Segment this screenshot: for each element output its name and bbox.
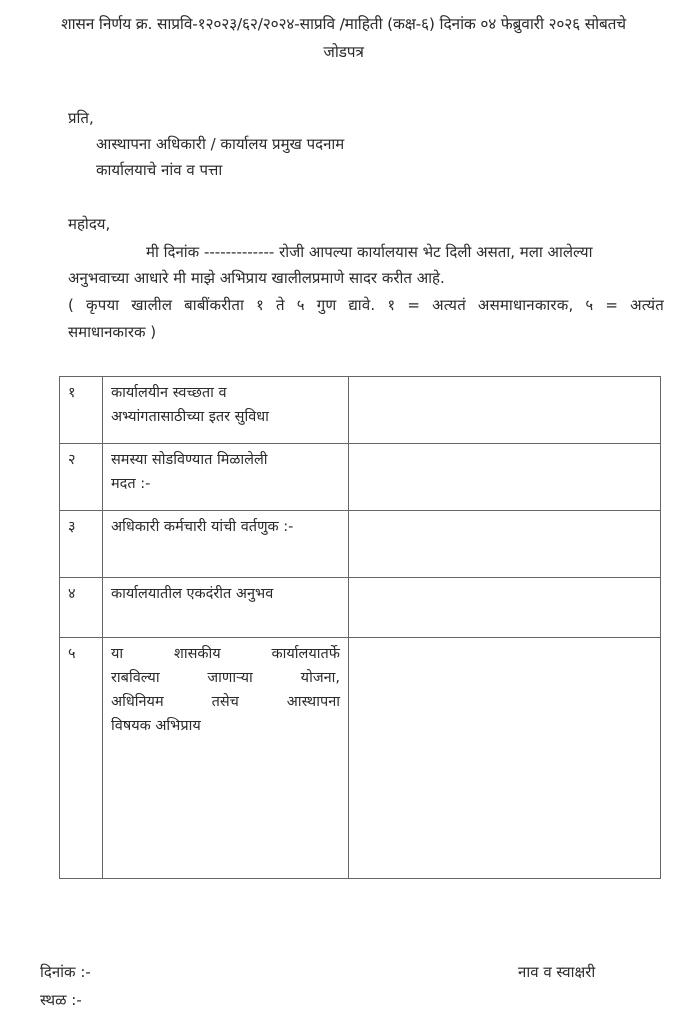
row-label <box>103 511 349 578</box>
row-label-line: समस्या सोडविण्यात मिळालेली <box>111 452 268 468</box>
table-row <box>60 578 661 638</box>
row-response-cell[interactable] <box>349 377 661 444</box>
row-label-line: कार्यालयातील एकदंरीत अनुभव <box>111 586 274 602</box>
row-label-line: कार्यालयीन स्वच्छता व <box>111 385 227 401</box>
row-label-line: अधिनियम तसेच आस्थापना <box>111 694 340 710</box>
row-label-line: मदत :- <box>111 476 151 492</box>
row-number: ३ <box>60 511 103 578</box>
document-header-line1: शासन निर्णय क्र. साप्रवि-१२०२३/६२/२०२४-साप्रवि /माहिती (कक्ष-६) दिनांक ०४ फेब्रुवारी २०२६ सोबतचे <box>61 15 626 33</box>
table-row <box>60 444 661 511</box>
table-row <box>60 638 661 879</box>
feedback-table <box>59 376 661 879</box>
row-label <box>103 578 349 638</box>
rating-note-line1: ( कृपया खालील बाबींकरीता १ ते ५ गुण द्यावे. १ = अत्यतं असमाधानकारक, ५ = अत्यंत <box>68 296 664 314</box>
footer-place-label: स्थळ :- <box>40 991 82 1009</box>
footer-signature-label: नाव व स्वाक्षरी <box>518 963 596 981</box>
row-number: १ <box>60 377 103 444</box>
salutation: महोदय, <box>68 215 111 233</box>
document-header-line2: जोडपत्र <box>323 43 364 61</box>
row-response-cell[interactable] <box>349 578 661 638</box>
row-label-line: अभ्यांगतासाठीच्या इतर सुविधा <box>111 409 269 425</box>
address-office: कार्यालयाचे नांव व पत्ता <box>96 161 223 179</box>
row-label <box>103 377 349 444</box>
row-response-cell[interactable] <box>349 444 661 511</box>
row-number: ५ <box>60 638 103 879</box>
address-designation: आस्थापना अधिकारी / कार्यालय प्रमुख पदनाम <box>96 135 345 153</box>
body-paragraph-line2: अनुभवाच्या आधारे मी माझे अभिप्राय खालीलप्रमाणे सादर करीत आहे. <box>68 269 445 287</box>
body-paragraph-line1: मी दिनांक ------------- रोजी आपल्या कार्यालयास भेट दिली असता, मला आलेल्या <box>146 243 593 261</box>
row-number: २ <box>60 444 103 511</box>
rating-note-line2: समाधानकारक ) <box>68 323 157 341</box>
address-to: प्रति, <box>68 109 94 127</box>
row-label-line: विषयक अभिप्राय <box>111 718 201 734</box>
row-response-cell[interactable] <box>349 638 661 879</box>
row-label <box>103 444 349 511</box>
row-response-cell[interactable] <box>349 511 661 578</box>
row-label-line: राबविल्या जाणाऱ्या योजना, <box>111 670 340 686</box>
row-label <box>103 638 349 879</box>
row-label-line: अधिकारी कर्मचारी यांची वर्तणुक :- <box>111 519 294 535</box>
table-row <box>60 511 661 578</box>
table-row <box>60 377 661 444</box>
row-number: ४ <box>60 578 103 638</box>
row-label-line: या शासकीय कार्यालयातर्फे <box>111 646 340 662</box>
footer-date-label: दिनांक :- <box>40 963 91 981</box>
